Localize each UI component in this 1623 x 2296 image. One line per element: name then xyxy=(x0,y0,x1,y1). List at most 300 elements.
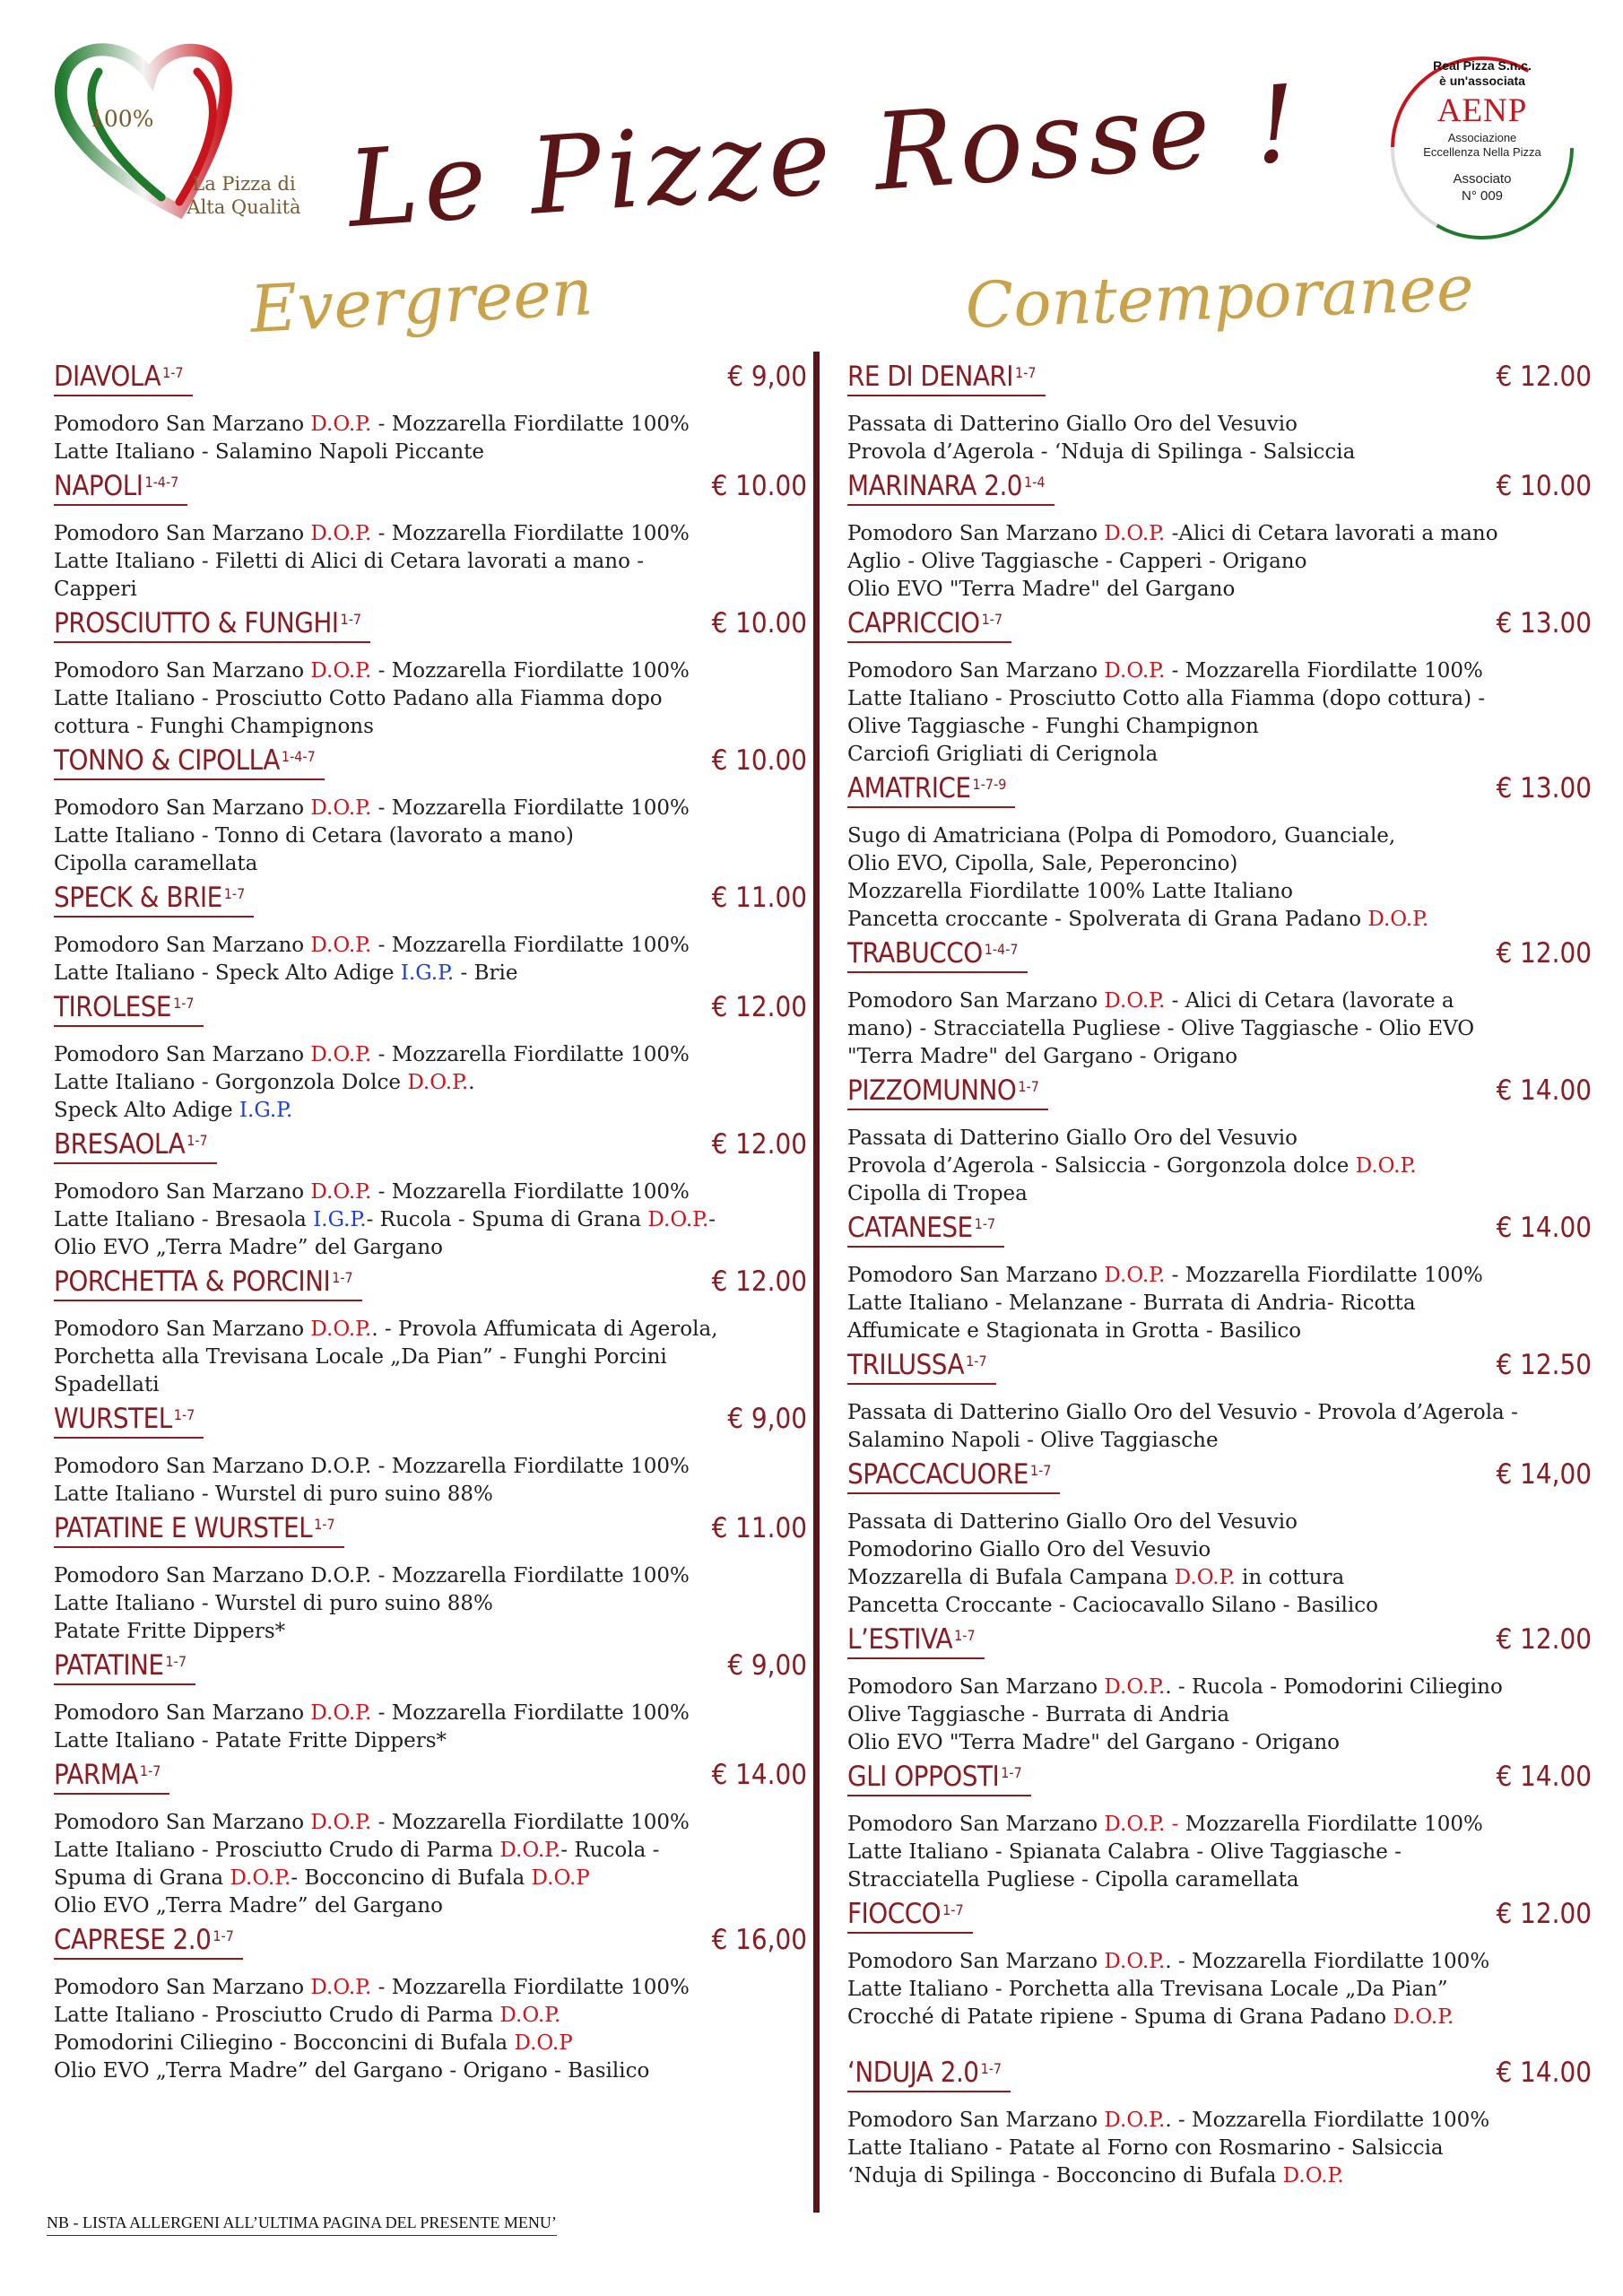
menu-item-description xyxy=(847,402,1592,466)
allergen-codes: 1-4-7 xyxy=(984,941,1019,958)
menu-item-name xyxy=(847,359,1046,396)
description-text: Passata di Datterino Giallo Oro del Vesuvio xyxy=(847,1510,1298,1534)
igp-mark: I.G.P. xyxy=(239,1099,293,1122)
description-line xyxy=(847,1674,1592,1701)
description-text: -Alici di Cetara lavorati a mano xyxy=(1165,522,1498,545)
description-text: Pomodorini Ciliegino - Bocconcini di Bufala xyxy=(54,2031,515,2055)
description-text: Olio EVO „Terra Madre” del Gargano xyxy=(54,1236,444,1259)
menu-item-header xyxy=(847,934,1592,978)
menu-item-title: SPECK & BRIE xyxy=(54,882,222,914)
allergen-codes: 1-7 xyxy=(942,1901,964,1918)
menu-item-description xyxy=(54,1965,807,2085)
dop-mark: D.O.P. xyxy=(1104,1675,1166,1699)
description-line xyxy=(847,1427,1592,1455)
description-text: - xyxy=(708,1208,716,1231)
allergen-codes: 1-7 xyxy=(223,885,246,902)
menu-item xyxy=(54,1920,807,2085)
description-line xyxy=(54,713,807,741)
description-line xyxy=(847,1976,1592,2004)
menu-item-description xyxy=(54,1032,807,1125)
menu-item-description xyxy=(54,402,807,466)
menu-item-price: € 9,00 xyxy=(727,1403,807,1435)
menu-item-title: TIROLESE xyxy=(54,991,172,1023)
description-text: - Mozzarella Fiordilatte 100% xyxy=(371,1811,690,1834)
dop-mark: D.O.P. xyxy=(310,1318,372,1341)
allergen-codes: 1-7 xyxy=(954,1627,976,1644)
description-text: Pomodoro San Marzano xyxy=(54,934,311,957)
description-text: Aglio - Olive Taggiasche - Capperi - Origano xyxy=(847,550,1307,573)
svg-text:Evergreen: Evergreen xyxy=(247,254,595,347)
description-text: - Mozzarella Fiordilatte 100% xyxy=(371,1043,690,1066)
description-line xyxy=(847,1536,1592,1564)
description-text: Salamino Napoli - Olive Taggiasche xyxy=(847,1429,1219,1452)
menu-item-header xyxy=(847,357,1592,402)
menu-item-price: € 9,00 xyxy=(727,361,807,393)
description-line xyxy=(54,685,807,713)
menu-item-price: € 10.00 xyxy=(711,607,807,639)
description-line xyxy=(54,1974,807,2002)
description-text: Affumicate e Stagionata in Grotta - Basilico xyxy=(847,1319,1302,1343)
description-line xyxy=(54,1069,807,1097)
description-text: Porchetta alla Trevisana Locale „Da Pian” - Funghi Porcini xyxy=(54,1345,667,1369)
description-text: - Alici di Cetara (lavorate a xyxy=(1165,989,1454,1013)
description-text: Mozzarella Fiordilatte 100% Latte Italiano xyxy=(847,880,1293,903)
menu-item xyxy=(847,1455,1592,1620)
description-line xyxy=(54,1809,807,1837)
menu-item-title: PATATINE E WURSTEL xyxy=(54,1512,313,1544)
menu-item xyxy=(54,1399,807,1509)
menu-item-title: PIZZOMUNNO xyxy=(847,1074,1017,1107)
description-text: Pomodoro San Marzano xyxy=(54,1976,311,1999)
dop-mark: D.O.P. xyxy=(310,1701,372,1725)
description-text: Olio EVO, Cipolla, Sale, Peperoncino) xyxy=(847,852,1238,875)
description-line xyxy=(54,795,807,822)
menu-item-header xyxy=(54,1509,807,1553)
description-line xyxy=(54,411,807,439)
menu-item-name xyxy=(847,1759,1031,1796)
menu-item-name xyxy=(54,989,204,1027)
description-text: - Mozzarella Fiordilatte 100% xyxy=(371,796,690,820)
menu-item-header xyxy=(847,1620,1592,1665)
description-line xyxy=(847,1839,1592,1866)
evergreen-column xyxy=(54,357,807,2085)
description-line xyxy=(54,1453,807,1481)
dop-mark: D.O.P. xyxy=(1104,989,1166,1013)
description-text: - Rucola - xyxy=(560,1839,660,1862)
description-line xyxy=(54,1041,807,1069)
menu-item-title: PARMA xyxy=(54,1759,138,1791)
allergen-codes: 1-7 xyxy=(1015,364,1037,381)
description-line xyxy=(847,906,1592,934)
description-text: - Mozzarella Fiordilatte 100% xyxy=(371,522,690,545)
seal-header-line: è un'associata xyxy=(1439,74,1525,88)
description-text: - Mozzarella Fiordilatte 100% xyxy=(371,1180,690,1204)
description-line xyxy=(847,822,1592,850)
menu-item-description xyxy=(847,648,1592,769)
description-line xyxy=(847,1509,1592,1536)
description-text: Pomodoro San Marzano xyxy=(54,413,311,436)
menu-item-name xyxy=(54,743,325,780)
dop-mark: D.O.P xyxy=(531,1866,590,1890)
description-text: Pomodoro San Marzano xyxy=(847,659,1105,683)
dop-mark: D.O.P. xyxy=(499,2004,561,2027)
dop-mark: D.O.P. xyxy=(310,1180,372,1204)
description-line xyxy=(847,2135,1592,2162)
menu-item-price: € 10.00 xyxy=(711,744,807,777)
dop-mark: D.O.P. xyxy=(310,522,372,545)
description-text: Provola d’Agerola - Salsiccia - Gorgonzola dolce xyxy=(847,1154,1356,1178)
description-line xyxy=(54,548,807,576)
description-text: Cipolla di Tropea xyxy=(847,1182,1028,1205)
menu-item xyxy=(54,1646,807,1755)
description-line xyxy=(847,576,1592,604)
description-text: Pomodoro San Marzano xyxy=(847,2109,1105,2132)
menu-item-name xyxy=(847,468,1055,506)
description-line xyxy=(847,439,1592,466)
description-line xyxy=(54,1344,807,1371)
description-text: Pomodoro San Marzano xyxy=(847,522,1105,545)
dop-mark: D.O.P. xyxy=(647,1208,709,1231)
description-text: Latte Italiano - Filetti di Alici di Cetara lavorati a mano - xyxy=(54,550,644,573)
allergen-codes: 1-4 xyxy=(1024,474,1046,491)
description-text: mano) - Stracciatella Pugliese - Olive Taggiasche - Olio EVO xyxy=(847,1017,1475,1040)
description-text: Latte Italiano - Prosciutto Cotto Padano alla Fiamma dopo xyxy=(54,687,663,710)
logo-tagline xyxy=(154,172,334,219)
menu-item xyxy=(847,1894,1592,2031)
seal-member-number xyxy=(1388,170,1576,204)
description-text: Latte Italiano - Patate Fritte Dippers* xyxy=(54,1729,447,1752)
menu-item-header xyxy=(54,1125,807,1170)
menu-item-header xyxy=(54,1262,807,1307)
menu-item-price: € 14.00 xyxy=(1496,1212,1592,1244)
menu-item-description xyxy=(847,1665,1592,1757)
menu-item-price: € 12.00 xyxy=(1496,1623,1592,1656)
description-line xyxy=(847,1125,1592,1152)
menu-item-description xyxy=(847,511,1592,604)
description-text: Pomodoro San Marzano xyxy=(847,1813,1105,1836)
allergen-footnote: NB - LISTA ALLERGENI ALL’ULTIMA PAGINA DEL PRESENTE MENU’ xyxy=(47,2213,557,2236)
description-line xyxy=(847,2107,1592,2135)
description-text: Passata di Datterino Giallo Oro del Vesuvio - Provola d’Agerola - xyxy=(847,1401,1518,1424)
menu-item-title: PROSCIUTTO & FUNGHI xyxy=(54,607,339,639)
description-text: Latte Italiano - Wurstel di puro suino 88% xyxy=(54,1483,493,1506)
description-line xyxy=(54,1892,807,1920)
menu-item-name xyxy=(54,1264,362,1301)
description-text: Latte Italiano - Gorgonzola Dolce xyxy=(54,1071,408,1094)
description-text: Latte Italiano - Prosciutto Crudo di Parma xyxy=(54,1839,500,1862)
menu-item-header xyxy=(847,1757,1592,1802)
description-line xyxy=(847,657,1592,685)
allergen-codes: 1-7 xyxy=(139,1762,161,1779)
seal-subtitle-line: Associazione xyxy=(1447,131,1517,144)
menu-item-description xyxy=(847,2098,1592,2190)
dop-mark: D.O.P. xyxy=(1104,1264,1166,1287)
menu-item-price: € 13.00 xyxy=(1496,607,1592,639)
description-line xyxy=(847,878,1592,906)
description-text: - Brie xyxy=(454,961,518,985)
description-text: Carciofi Grigliati di Cerignola xyxy=(847,743,1159,766)
description-text: in cottura xyxy=(1235,1566,1345,1589)
menu-item-title: TRABUCCO xyxy=(847,937,983,970)
menu-item xyxy=(847,2053,1592,2190)
allergen-codes: 1-7 xyxy=(173,1406,195,1423)
menu-item-title: CAPRESE 2.0 xyxy=(54,1924,212,1956)
dop-mark: D.O.P xyxy=(514,2031,573,2055)
description-line xyxy=(54,1727,807,1755)
description-text: Olio EVO „Terra Madre” del Gargano - Origano - Basilico xyxy=(54,2059,650,2083)
igp-mark: I.G.P. xyxy=(400,961,455,985)
menu-item-title: CATANESE xyxy=(847,1212,973,1244)
description-text: Mozzarella Fiordilatte 100% xyxy=(1178,1813,1483,1836)
menu-item-title: WURSTEL xyxy=(54,1403,172,1435)
allergen-codes: 1-7 xyxy=(213,1927,234,1944)
description-line xyxy=(54,1206,807,1234)
description-text: Pomodorino Giallo Oro del Vesuvio xyxy=(847,1538,1211,1561)
menu-item xyxy=(847,466,1592,604)
dop-mark: D.O.P. xyxy=(310,659,372,683)
description-text: Olio EVO "Terra Madre" del Gargano xyxy=(847,578,1236,601)
menu-item-name xyxy=(847,1457,1060,1494)
description-text: Passata di Datterino Giallo Oro del Vesuvio xyxy=(847,413,1298,436)
description-text: Pomodoro San Marzano xyxy=(847,1264,1105,1287)
allergen-codes: 1-7 xyxy=(1029,1462,1052,1479)
dop-mark: D.O.P. xyxy=(310,934,372,957)
description-text: . - Provola Affumicata di Agerola, xyxy=(371,1318,718,1341)
menu-item-price: € 13.00 xyxy=(1496,772,1592,804)
description-text: - Bocconcino di Bufala xyxy=(291,1866,532,1890)
description-line xyxy=(54,1590,807,1618)
menu-item xyxy=(847,357,1592,466)
description-text: Pancetta croccante - Spolverata di Grana Padano xyxy=(847,908,1368,931)
description-text: Olive Taggiasche - Burrata di Andria xyxy=(847,1703,1230,1726)
menu-item-description xyxy=(847,813,1592,934)
menu-item xyxy=(54,878,807,987)
description-text: Latte Italiano - Porchetta alla Trevisana Locale „Da Pian” xyxy=(847,1978,1448,2001)
menu-item-price: € 9,00 xyxy=(727,1649,807,1682)
menu-item xyxy=(847,1071,1592,1208)
description-text: . - Rucola - Pomodorini Ciliegino xyxy=(1165,1675,1503,1699)
menu-item xyxy=(847,604,1592,769)
description-text: - Mozzarella Fiordilatte 100% xyxy=(371,1701,690,1725)
description-text: Cipolla caramellata xyxy=(54,852,258,875)
dop-mark: D.O.P. xyxy=(1104,1950,1166,1973)
menu-item-header xyxy=(847,466,1592,511)
description-line xyxy=(847,1290,1592,1318)
allergen-codes: 1-7 xyxy=(332,1269,353,1286)
menu-item xyxy=(54,1262,807,1399)
description-line xyxy=(847,685,1592,713)
description-text: Patate Fritte Dippers* xyxy=(54,1620,286,1643)
menu-item xyxy=(847,1757,1592,1894)
menu-item-header xyxy=(54,1646,807,1691)
description-text: . - Mozzarella Fiordilatte 100% xyxy=(1165,1950,1490,1973)
dop-mark: D.O.P. xyxy=(1104,522,1166,545)
menu-item-header xyxy=(847,1455,1592,1500)
menu-item-title: DIAVOLA xyxy=(54,361,161,393)
description-text: Pomodoro San Marzano xyxy=(54,796,311,820)
seal-member-line: N° 009 xyxy=(1461,188,1504,204)
menu-item-name xyxy=(54,1510,344,1548)
description-line xyxy=(847,850,1592,878)
description-line xyxy=(54,1371,807,1399)
menu-item-title: SPACCACUORE xyxy=(847,1458,1028,1491)
menu-item-header xyxy=(54,878,807,923)
description-line xyxy=(847,1318,1592,1345)
allergen-codes: 1-7 xyxy=(173,995,195,1012)
description-text: Spuma di Grana xyxy=(54,1866,230,1890)
description-line xyxy=(54,1700,807,1727)
menu-item-title: NAPOLI xyxy=(54,470,143,502)
menu-item xyxy=(54,1125,807,1262)
description-text: Pomodoro San Marzano xyxy=(54,522,311,545)
dop-mark: D.O.P. xyxy=(1104,659,1166,683)
description-text: Latte Italiano - Speck Alto Adige xyxy=(54,961,401,985)
menu-item-price: € 14.00 xyxy=(1496,1074,1592,1107)
menu-item-name xyxy=(847,1347,996,1385)
description-text: Olio EVO "Terra Madre" del Gargano - Origano xyxy=(847,1731,1341,1754)
menu-item-title: AMATRICE xyxy=(847,772,971,804)
menu-item-description xyxy=(54,1553,807,1646)
description-line xyxy=(847,411,1592,439)
description-text: cottura - Funghi Champignons xyxy=(54,715,374,738)
dop-mark: D.O.P. xyxy=(310,1811,372,1834)
section-title-contemporanee xyxy=(964,242,1475,354)
menu-item-title: L’ESTIVA xyxy=(847,1623,953,1656)
association-seal xyxy=(1388,54,1576,242)
menu-item-header xyxy=(847,1208,1592,1253)
description-line xyxy=(847,741,1592,769)
description-text: Provola d’Agerola - ‘Nduja di Spilinga - Salsiccia xyxy=(847,440,1356,464)
dop-mark: D.O.P. xyxy=(1367,908,1429,931)
menu-item-description xyxy=(847,1500,1592,1620)
allergen-codes: 1-4-7 xyxy=(144,474,179,491)
menu-item-header xyxy=(847,769,1592,813)
menu-item-price: € 12.00 xyxy=(1496,361,1592,393)
menu-item-price: € 14,00 xyxy=(1496,1458,1592,1491)
menu-item-name xyxy=(847,1210,1004,1248)
logo-percent: 100% xyxy=(90,106,154,132)
menu-item-title: RE DI DENARI xyxy=(847,361,1014,393)
description-text: Pomodoro San Marzano xyxy=(54,1043,311,1066)
menu-item-header xyxy=(54,987,807,1032)
allergen-codes: 1-7 xyxy=(966,1352,987,1370)
menu-item-price: € 12.00 xyxy=(711,991,807,1023)
menu-item-header xyxy=(54,1920,807,1965)
menu-item-header xyxy=(54,1755,807,1800)
description-text: Pomodoro San Marzano xyxy=(54,1318,311,1341)
description-line xyxy=(54,576,807,604)
menu-item-price: € 12.00 xyxy=(1496,937,1592,970)
menu-item-title: PORCHETTA & PORCINI xyxy=(54,1265,331,1298)
menu-item-name xyxy=(54,359,193,396)
description-text: Latte Italiano - Wurstel di puro suino 88% xyxy=(54,1592,493,1615)
description-text: Pancetta Croccante - Caciocavallo Silano - Basilico xyxy=(847,1594,1378,1617)
description-text: - Mozzarella Fiordilatte 100% xyxy=(371,1976,690,1999)
dop-mark: D.O.P. xyxy=(310,1976,372,1999)
column-divider xyxy=(813,352,820,2213)
description-text: Capperi xyxy=(54,578,137,601)
description-text: Pomodoro San Marzano D.O.P. - Mozzarella Fiordilatte 100% xyxy=(54,1564,690,1587)
allergen-codes: 1-7 xyxy=(981,611,1003,628)
description-text: Pomodoro San Marzano xyxy=(847,989,1105,1013)
logo-tagline-line: La Pizza di xyxy=(192,173,296,195)
description-line xyxy=(54,960,807,987)
menu-item-name xyxy=(54,1401,204,1439)
allergen-codes: 1-7 xyxy=(187,1132,208,1149)
menu-item-description xyxy=(54,786,807,878)
description-line xyxy=(847,987,1592,1015)
menu-item-name xyxy=(54,1126,217,1164)
seal-header xyxy=(1388,58,1576,89)
description-text: Crocché di Patate ripiene - Spuma di Grana Padano xyxy=(847,2005,1393,2029)
seal-header-line: Real Pizza S.n.c. xyxy=(1433,58,1532,73)
menu-item-name xyxy=(847,1896,973,1934)
description-text: Olio EVO „Terra Madre” del Gargano xyxy=(54,1894,444,1918)
description-line xyxy=(847,1592,1592,1620)
description-line xyxy=(54,822,807,850)
description-line xyxy=(54,657,807,685)
description-text: Latte Italiano - Prosciutto Cotto alla Fiamma (dopo cottura) - xyxy=(847,687,1486,710)
description-text: Pomodoro San Marzano xyxy=(54,659,311,683)
allergen-codes: 1-7 xyxy=(340,611,362,628)
description-line xyxy=(54,850,807,878)
description-text: Latte Italiano - Salamino Napoli Piccante xyxy=(54,440,484,464)
menu-item-title: TONNO & CIPOLLA xyxy=(54,744,280,777)
menu-item-description xyxy=(54,1691,807,1755)
description-line xyxy=(847,1152,1592,1180)
description-line xyxy=(847,1015,1592,1043)
menu-item-price: € 10.00 xyxy=(1496,470,1592,502)
menu-item-name xyxy=(847,770,1015,808)
description-text: - Mozzarella Fiordilatte 100% xyxy=(371,934,690,957)
description-text: Stracciatella Pugliese - Cipolla caramellata xyxy=(847,1868,1299,1892)
menu-item-description xyxy=(847,1253,1592,1345)
menu-item-header xyxy=(847,1345,1592,1390)
menu-item-price: € 11.00 xyxy=(711,882,807,914)
menu-item-price: € 14.00 xyxy=(1496,1761,1592,1793)
description-line xyxy=(847,1701,1592,1729)
menu-item-header xyxy=(54,741,807,786)
description-line xyxy=(847,1948,1592,1976)
menu-item xyxy=(54,741,807,878)
allergen-codes: 1-7 xyxy=(162,364,184,381)
description-line xyxy=(54,1097,807,1125)
menu-item-description xyxy=(54,648,807,741)
description-line xyxy=(54,439,807,466)
menu-item-header xyxy=(54,604,807,648)
menu-item-price: € 14.00 xyxy=(711,1759,807,1791)
description-text: Pomodoro San Marzano xyxy=(54,1811,311,1834)
menu-item-description xyxy=(847,978,1592,1071)
menu-item xyxy=(847,1208,1592,1345)
menu-item-price: € 12.00 xyxy=(1496,1898,1592,1930)
description-text: Mozzarella di Bufala Campana xyxy=(847,1566,1175,1589)
menu-item xyxy=(847,934,1592,1071)
description-text: Latte Italiano - Melanzane - Burrata di Andria- Ricotta xyxy=(847,1292,1416,1315)
description-text: Pomodoro San Marzano xyxy=(847,1675,1105,1699)
main-title xyxy=(343,49,1306,256)
menu-item-price: € 12.50 xyxy=(1496,1349,1592,1381)
dop-mark: D.O.P. xyxy=(1174,1566,1236,1589)
description-text: Sugo di Amatriciana (Polpa di Pomodoro, Guanciale, xyxy=(847,824,1396,848)
description-line xyxy=(847,1262,1592,1290)
menu-item-name xyxy=(54,605,370,643)
description-line xyxy=(54,2057,807,2085)
menu-item-name xyxy=(847,1073,1048,1110)
description-line xyxy=(847,1811,1592,1839)
allergen-codes: 1-7-9 xyxy=(972,776,1007,793)
menu-item-header xyxy=(847,2053,1592,2098)
